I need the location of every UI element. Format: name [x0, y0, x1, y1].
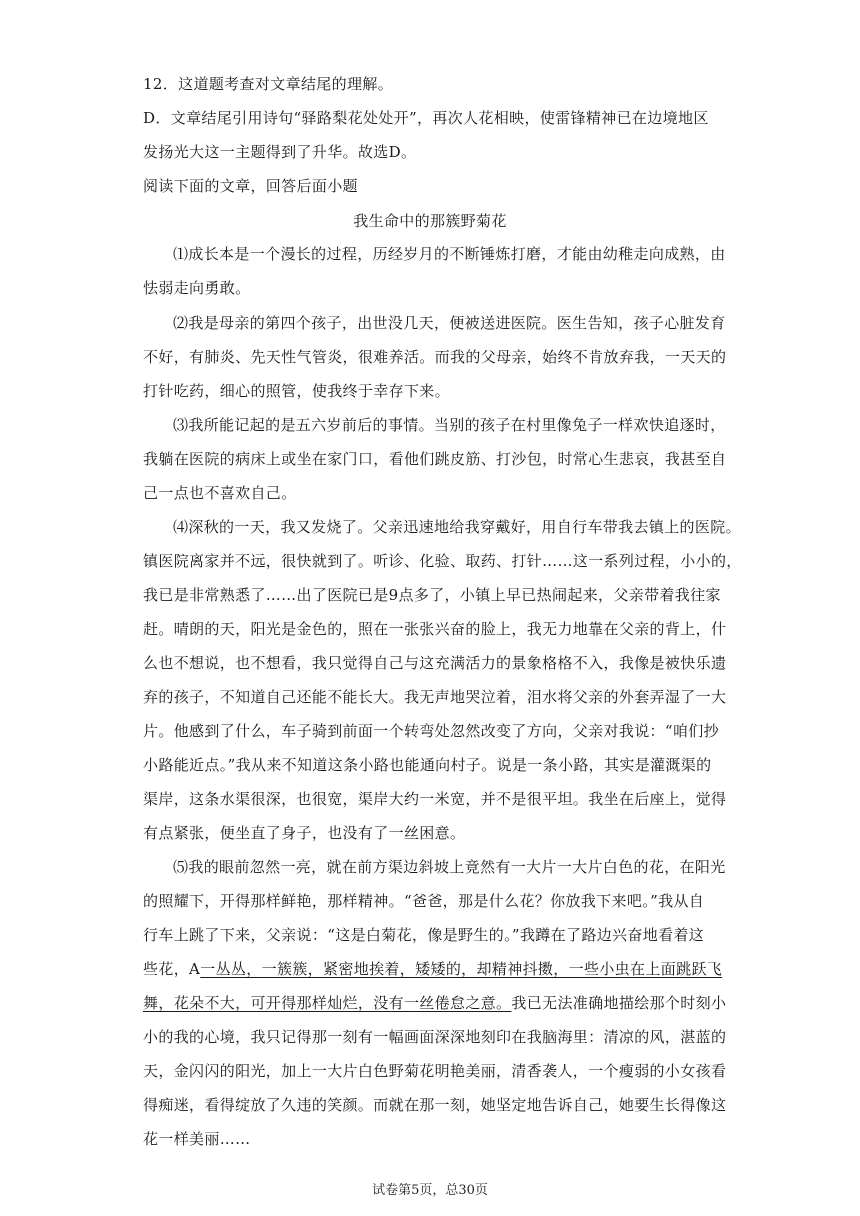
- paragraph-4: 有点紧张，便坐直了身子，也没有了一丝困意。: [143, 824, 466, 842]
- paragraph-4: ⑷深秋的一天，我又发烧了。父亲迅速地给我穿戴好，用自行车带我去镇上的医院。: [173, 518, 741, 536]
- paragraph-5-underlined-line: [143, 993, 727, 1013]
- paragraph-5: 行车上跳了下来，父亲说：“这是白菊花，像是野生的。”我蹲在了路边兴奋地看着这: [143, 926, 705, 944]
- paragraph-2: 打针吃药，细心的照管，使我终于幸存下来。: [143, 382, 451, 400]
- paragraph-4: 片。他感到了什么，车子骑到前面一个转弯处忽然改变了方向，父亲对我说：“咱们抄: [143, 722, 719, 740]
- paragraph-5: 得痴迷，看得绽放了久违的笑颜。而就在那一刻，她坚定地告诉自己，她要生长得像这: [143, 1096, 727, 1114]
- paragraph-5-text: 我已无法准确地描绘那个时刻小: [511, 994, 727, 1012]
- underlined-sentence-a: 一丛丛，一簇簇，紧密地挨着，矮矮的，却精神抖擞，一些小虫在上面跳跃飞: [200, 960, 723, 978]
- answer-12-text: D．文章结尾引用诗句“驿路梨花处处开”，再次人花相映，使雷锋精神已在边境地区: [143, 109, 709, 127]
- paragraph-1: 怯弱走向勇敢。: [143, 279, 251, 297]
- paragraph-5-underlined-line: [143, 959, 723, 979]
- paragraph-4: 我已是非常熟悉了……出了医院已是9点多了，小镇上早已热闹起来，父亲带着我往家: [143, 586, 721, 604]
- answer-12-heading: 12．这道题考查对文章结尾的理解。: [143, 75, 394, 93]
- paragraph-3: ⑶我所能记起的是五六岁前后的事情。当别的孩子在村里像兔子一样欢快追逐时，: [173, 416, 726, 434]
- paragraph-4: 赶。晴朗的天，阳光是金色的，照在一张张兴奋的脸上，我无力地靠在父亲的背上，什: [143, 620, 727, 638]
- paragraph-5: 的照耀下，开得那样鲜艳，那样精神。“爸爸，那是什么花？你放我下来吧。”我从自: [143, 892, 705, 910]
- paragraph-4: 小路能近点。”我从来不知道这条小路也能通向村子。说是一条小路，其实是灌溉渠的: [143, 756, 712, 774]
- page-footer: 试卷第5页，总30页: [372, 1183, 488, 1198]
- paragraph-2: 不好，有肺炎、先天性气管炎，很难养活。而我的父母亲，始终不肯放弃我，一天天的: [143, 348, 727, 366]
- paragraph-1: ⑴成长本是一个漫长的过程，历经岁月的不断锤炼打磨，才能由幼稚走向成熟，由: [173, 245, 726, 263]
- paragraph-5: 花一样美丽……: [143, 1130, 251, 1148]
- marker-a-prefix: 些花，A: [143, 960, 201, 978]
- paragraph-4: 弃的孩子，不知道自己还能不能长大。我无声地哭泣着，泪水将父亲的外套弄湿了一大: [143, 688, 727, 706]
- reading-instruction: 阅读下面的文章，回答后面小题: [143, 177, 358, 195]
- answer-12-text: 发扬光大这一主题得到了升华。故选D。: [143, 143, 417, 161]
- paragraph-3: 我躺在医院的病床上或坐在家门口，看他们跳皮筋、打沙包，时常心生悲哀，我甚至自: [143, 450, 727, 468]
- paragraph-4: 镇医院离家并不远，很快就到了。听诊、化验、取药、打针……这一系列过程，小小的，: [143, 552, 742, 570]
- paragraph-5: 天，金闪闪的阳光，加上一大片白色野菊花明艳美丽，清香袭人，一个瘦弱的小女孩看: [143, 1062, 727, 1080]
- paragraph-5: 小的我的心境，我只记得那一刻有一幅画面深深地刻印在我脑海里：清凉的风，湛蓝的: [143, 1028, 727, 1046]
- paragraph-3: 己一点也不喜欢自己。: [143, 484, 297, 502]
- paragraph-4: 么也不想说，也不想看，我只觉得自己与这充满活力的景象格格不入，我像是被快乐遗: [143, 654, 727, 672]
- article-title: 我生命中的那簇野菊花: [353, 212, 507, 230]
- underlined-sentence-a: 舞，花朵不大，可开得那样灿烂，没有一丝倦怠之意。: [143, 994, 512, 1012]
- paragraph-4: 渠岸，这条水渠很深，也很宽，渠岸大约一米宽，并不是很平坦。我坐在后座上，觉得: [143, 790, 727, 808]
- paragraph-5: ⑸我的眼前忽然一亮，就在前方渠边斜坡上竟然有一大片一大片白色的花，在阳光: [173, 858, 726, 876]
- paragraph-2: ⑵我是母亲的第四个孩子，出世没几天，便被送进医院。医生告知，孩子心脏发育: [173, 314, 726, 332]
